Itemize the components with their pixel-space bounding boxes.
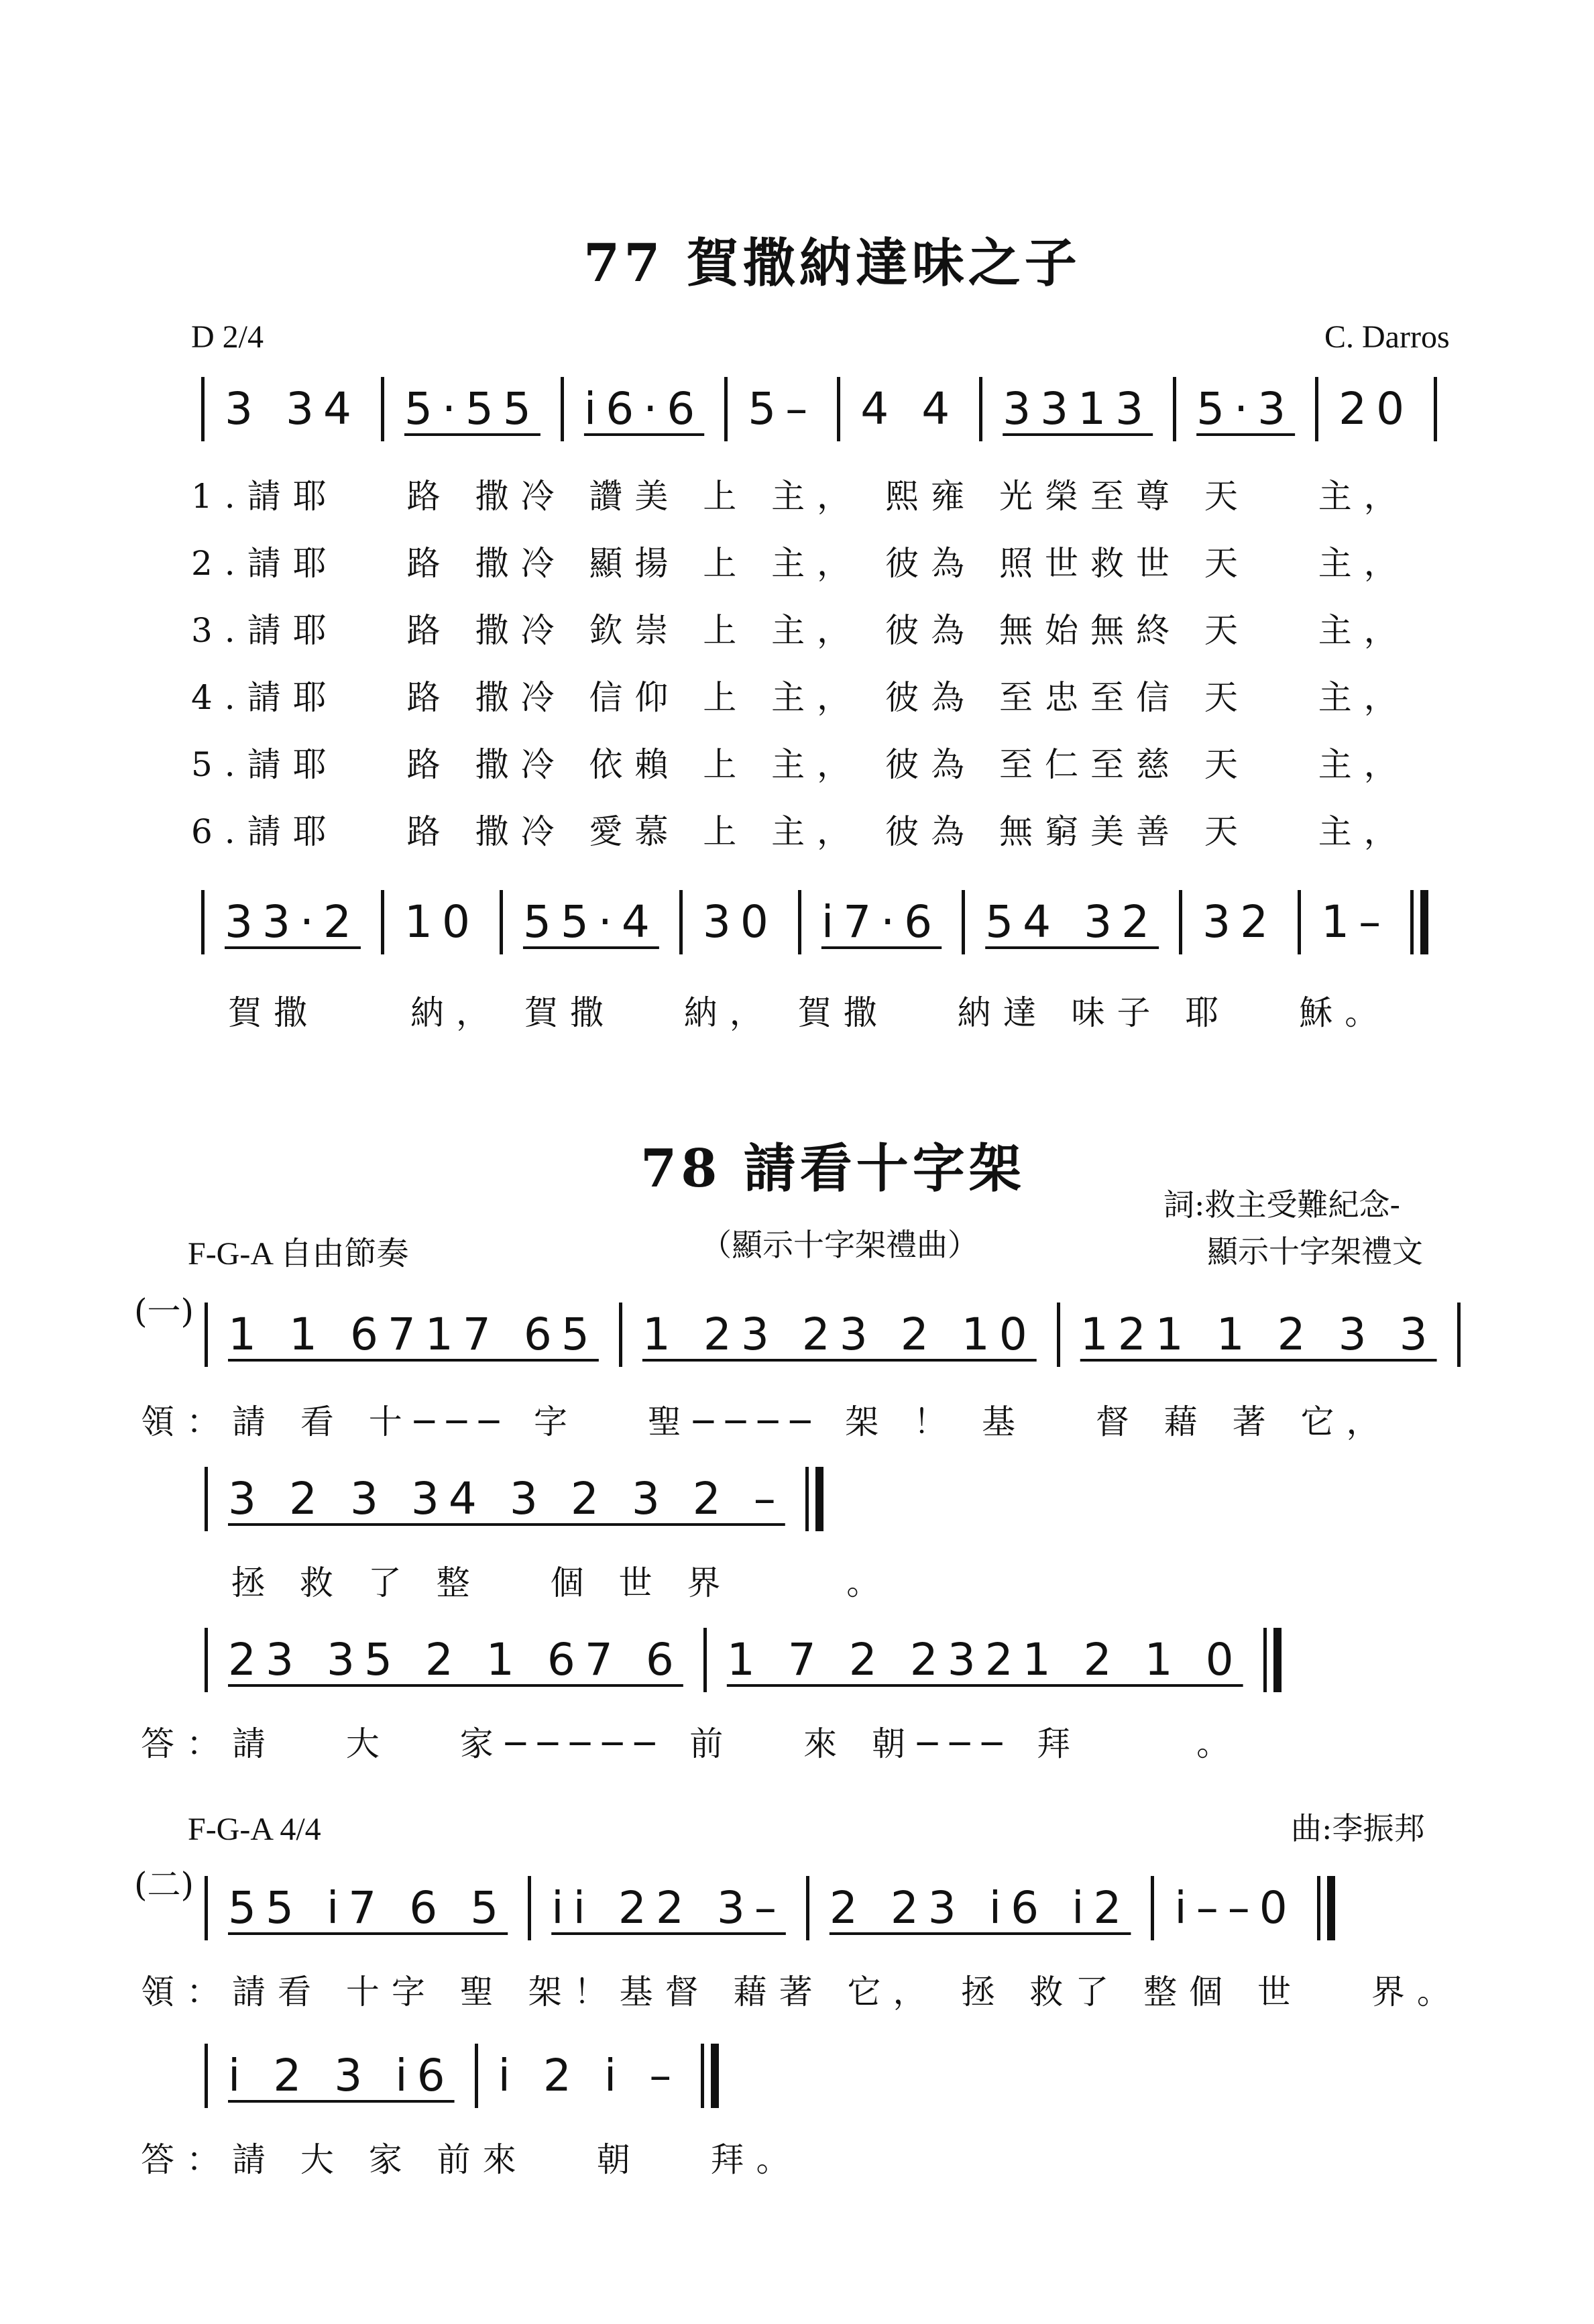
song-77-verse-1: 1.請耶 路 撒冷 讚美 上 主， 熙雍 光榮至尊 天 主， [191,477,1410,516]
measure: 1 23 23 2 10 [642,1309,1037,1360]
barline [1151,1876,1154,1940]
barline [201,377,205,441]
part-1-label: (一) [134,1292,194,1331]
song-77-staff-2 [201,885,1428,959]
final-barline [815,1467,823,1531]
measure: 1– [1321,896,1391,948]
song-78-part-1-staff-3 [205,1623,1282,1697]
part-2-label: (二) [134,1865,194,1904]
barline [205,2044,208,2108]
barline [500,890,503,954]
measure: 33·2 [225,896,361,948]
barline [205,1303,208,1367]
measure: 54 32 [985,896,1159,948]
song-78-credit-words-2: 顯示十字架禮文 [1207,1233,1423,1270]
song-78-part-2-lyric-1: 領：請看 十字 聖 架！基督 藉著 它， 拯 救了 整個 世 界。 [141,1973,1463,2011]
song-78-part-1-lyric-3: 答：請 大 家───── 前 來 朝─── 拜 。 [141,1724,1243,1763]
song-78-credit-words-1: 詞:救主受難紀念- [1163,1186,1401,1223]
final-barline [1273,1628,1282,1692]
measure: 2 23 i6 i2 [829,1882,1131,1934]
measure: 55·4 [522,896,659,948]
barline [381,377,384,441]
barline [1315,377,1318,441]
barline [561,377,564,441]
measure: 121 1 2 3 3 [1080,1309,1437,1360]
final-barline [1327,1876,1335,1940]
measure: 3 34 [225,383,361,435]
barline [962,890,965,954]
barline [1173,377,1176,441]
song-78-part-1-staff-2 [205,1462,823,1536]
final-barline [711,2044,719,2108]
song-77-staff-1 [201,372,1457,446]
barline [1263,1628,1267,1692]
barline [1057,1303,1060,1367]
song-78-part-2-lyric-2: 答：請 大 家 前來 朝 拜。 [141,2140,802,2179]
song-77-title: 77 賀撒納達味之子 [583,233,1081,294]
song-78-part-1-key: F-G-A 自由節奏 [188,1236,409,1272]
song-77-verse-4: 4.請耶 路 撒冷 信仰 上 主， 彼為 至忠至信 天 主， [191,678,1410,717]
barline [205,1876,208,1940]
barline [1298,890,1301,954]
measure: 4 4 [860,383,960,435]
barline [1317,1876,1320,1940]
barline [724,377,728,441]
measure: i 2 i – [498,2050,681,2101]
barline [1179,890,1182,954]
measure: 5– [748,383,817,435]
barline [805,1467,809,1531]
song-78-part-1-lyric-1: 領：請 看 十─── 字 聖──── 架 ！ 基 督 藉 著 它， [141,1402,1392,1441]
barline [798,890,801,954]
song-78-part-2-staff-1 [205,1871,1335,1945]
barline [701,2044,704,2108]
barline [381,890,384,954]
barline [205,1467,208,1531]
song-78-part-1-lyric-2: 拯 救 了 整 個 世 界 。 [231,1563,893,1602]
barline [205,1628,208,1692]
measure: i6·6 [583,383,705,435]
measure: 5·55 [404,383,540,435]
barline [806,1876,809,1940]
measure: i 2 3 i6 [228,2050,455,2101]
song-77-refrain: 賀撒 納， 賀撒 納， 賀撒 納達 味子 耶 穌。 [228,993,1391,1032]
song-77-verse-5: 5.請耶 路 撒冷 依賴 上 主， 彼為 至仁至慈 天 主， [191,745,1410,784]
song-77-verse-3: 3.請耶 路 撒冷 欽崇 上 主， 彼為 無始無終 天 主， [191,611,1410,650]
song-77-verse-6: 6.請耶 路 撒冷 愛慕 上 主， 彼為 無窮美善 天 主， [191,812,1410,851]
barline [979,377,982,441]
measure: 20 [1339,383,1414,435]
barline [1434,377,1437,441]
measure: 1 1 6717 65 [228,1309,599,1360]
measure: 32 [1202,896,1278,948]
barline [475,2044,478,2108]
barline [1457,1303,1461,1367]
barline [619,1303,622,1367]
measure: 55 i7 6 5 [228,1882,508,1934]
measure: i––0 [1174,1882,1297,1934]
measure: 3 2 3 34 3 2 3 2 – [228,1473,785,1525]
barline [528,1876,531,1940]
song-77-key: D 2/4 [191,319,264,355]
song-78-part-2-staff-2 [205,2039,719,2113]
song-78-part-1-staff-1 [205,1298,1481,1372]
song-77-composer: C. Darros [1324,319,1450,355]
measure: 30 [702,896,778,948]
song-78-credit-music: 曲:李振邦 [1291,1810,1425,1846]
final-barline [1420,890,1428,954]
song-77-verse-2: 2.請耶 路 撒冷 顯揚 上 主， 彼為 照世救世 天 主， [191,544,1410,583]
measure: 23 35 2 1 67 6 [228,1634,683,1685]
song-78-title: 78 請看十字架 [640,1138,1025,1199]
measure: 10 [404,896,479,948]
measure: 1 7 2 2321 2 1 0 [726,1634,1243,1685]
song-78-part-2-key: F-G-A 4/4 [188,1812,321,1847]
measure: 5·3 [1196,383,1296,435]
barline [201,890,205,954]
barline [1410,890,1414,954]
barline [679,890,683,954]
barline [703,1628,707,1692]
barline [837,377,840,441]
measure: ii 22 3– [551,1882,786,1934]
measure: i7·6 [821,896,942,948]
measure: 3313 [1003,383,1153,435]
song-78-subtitle: （顯示十字架禮曲） [701,1227,978,1263]
